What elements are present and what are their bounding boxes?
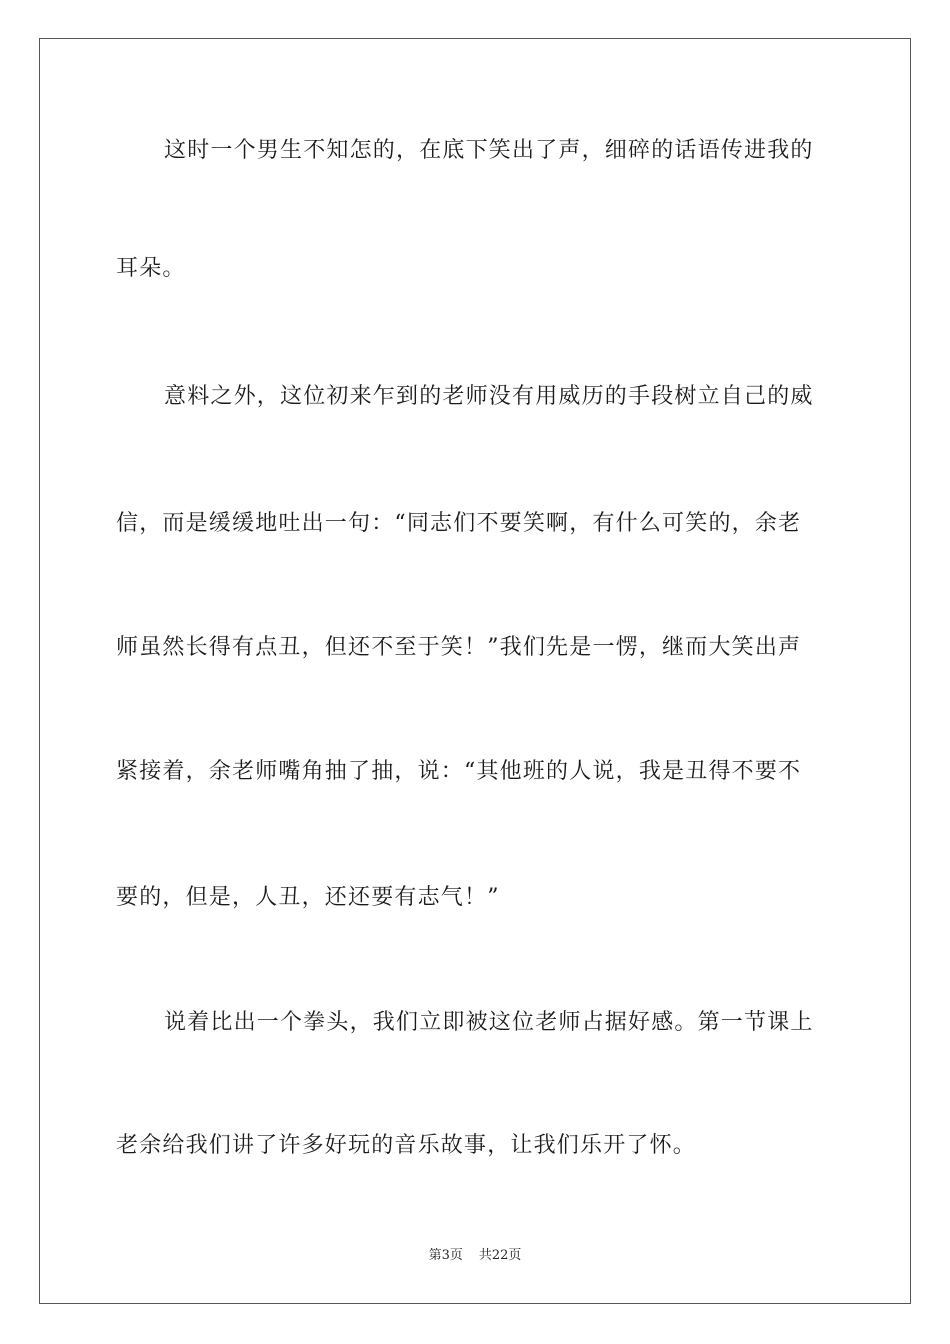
page-border: [39, 38, 911, 1304]
page-footer: [0, 1247, 950, 1265]
text-line: 意料之外，这位初来乍到的老师没有用威历的手段树立自己的威: [164, 384, 814, 409]
text-line: 耳朵。: [116, 256, 186, 281]
text-line: 师虽然长得有点丑，但还不至于笑！”我们先是一愣，继而大笑出声: [116, 635, 802, 660]
page-number: 第3页: [428, 1248, 463, 1263]
text-line: 说着比出一个拳头，我们立即被这位老师占据好感。第一节课上: [164, 1010, 814, 1035]
text-line: 老余给我们讲了许多好玩的音乐故事，让我们乐开了怀。: [116, 1133, 697, 1158]
text-line: 信，而是缓缓地吐出一句：“同志们不要笑啊，有什么可笑的，余老: [116, 511, 802, 536]
page-total: 共22页: [478, 1248, 522, 1263]
text-line: 这时一个男生不知怎的，在底下笑出了声，细碎的话语传进我的: [164, 138, 814, 163]
text-line: 要的，但是，人丑，还还要有志气！”: [116, 885, 500, 910]
text-line: 紧接着，余老师嘴角抽了抽，说：“其他班的人说，我是丑得不要不: [116, 759, 802, 784]
